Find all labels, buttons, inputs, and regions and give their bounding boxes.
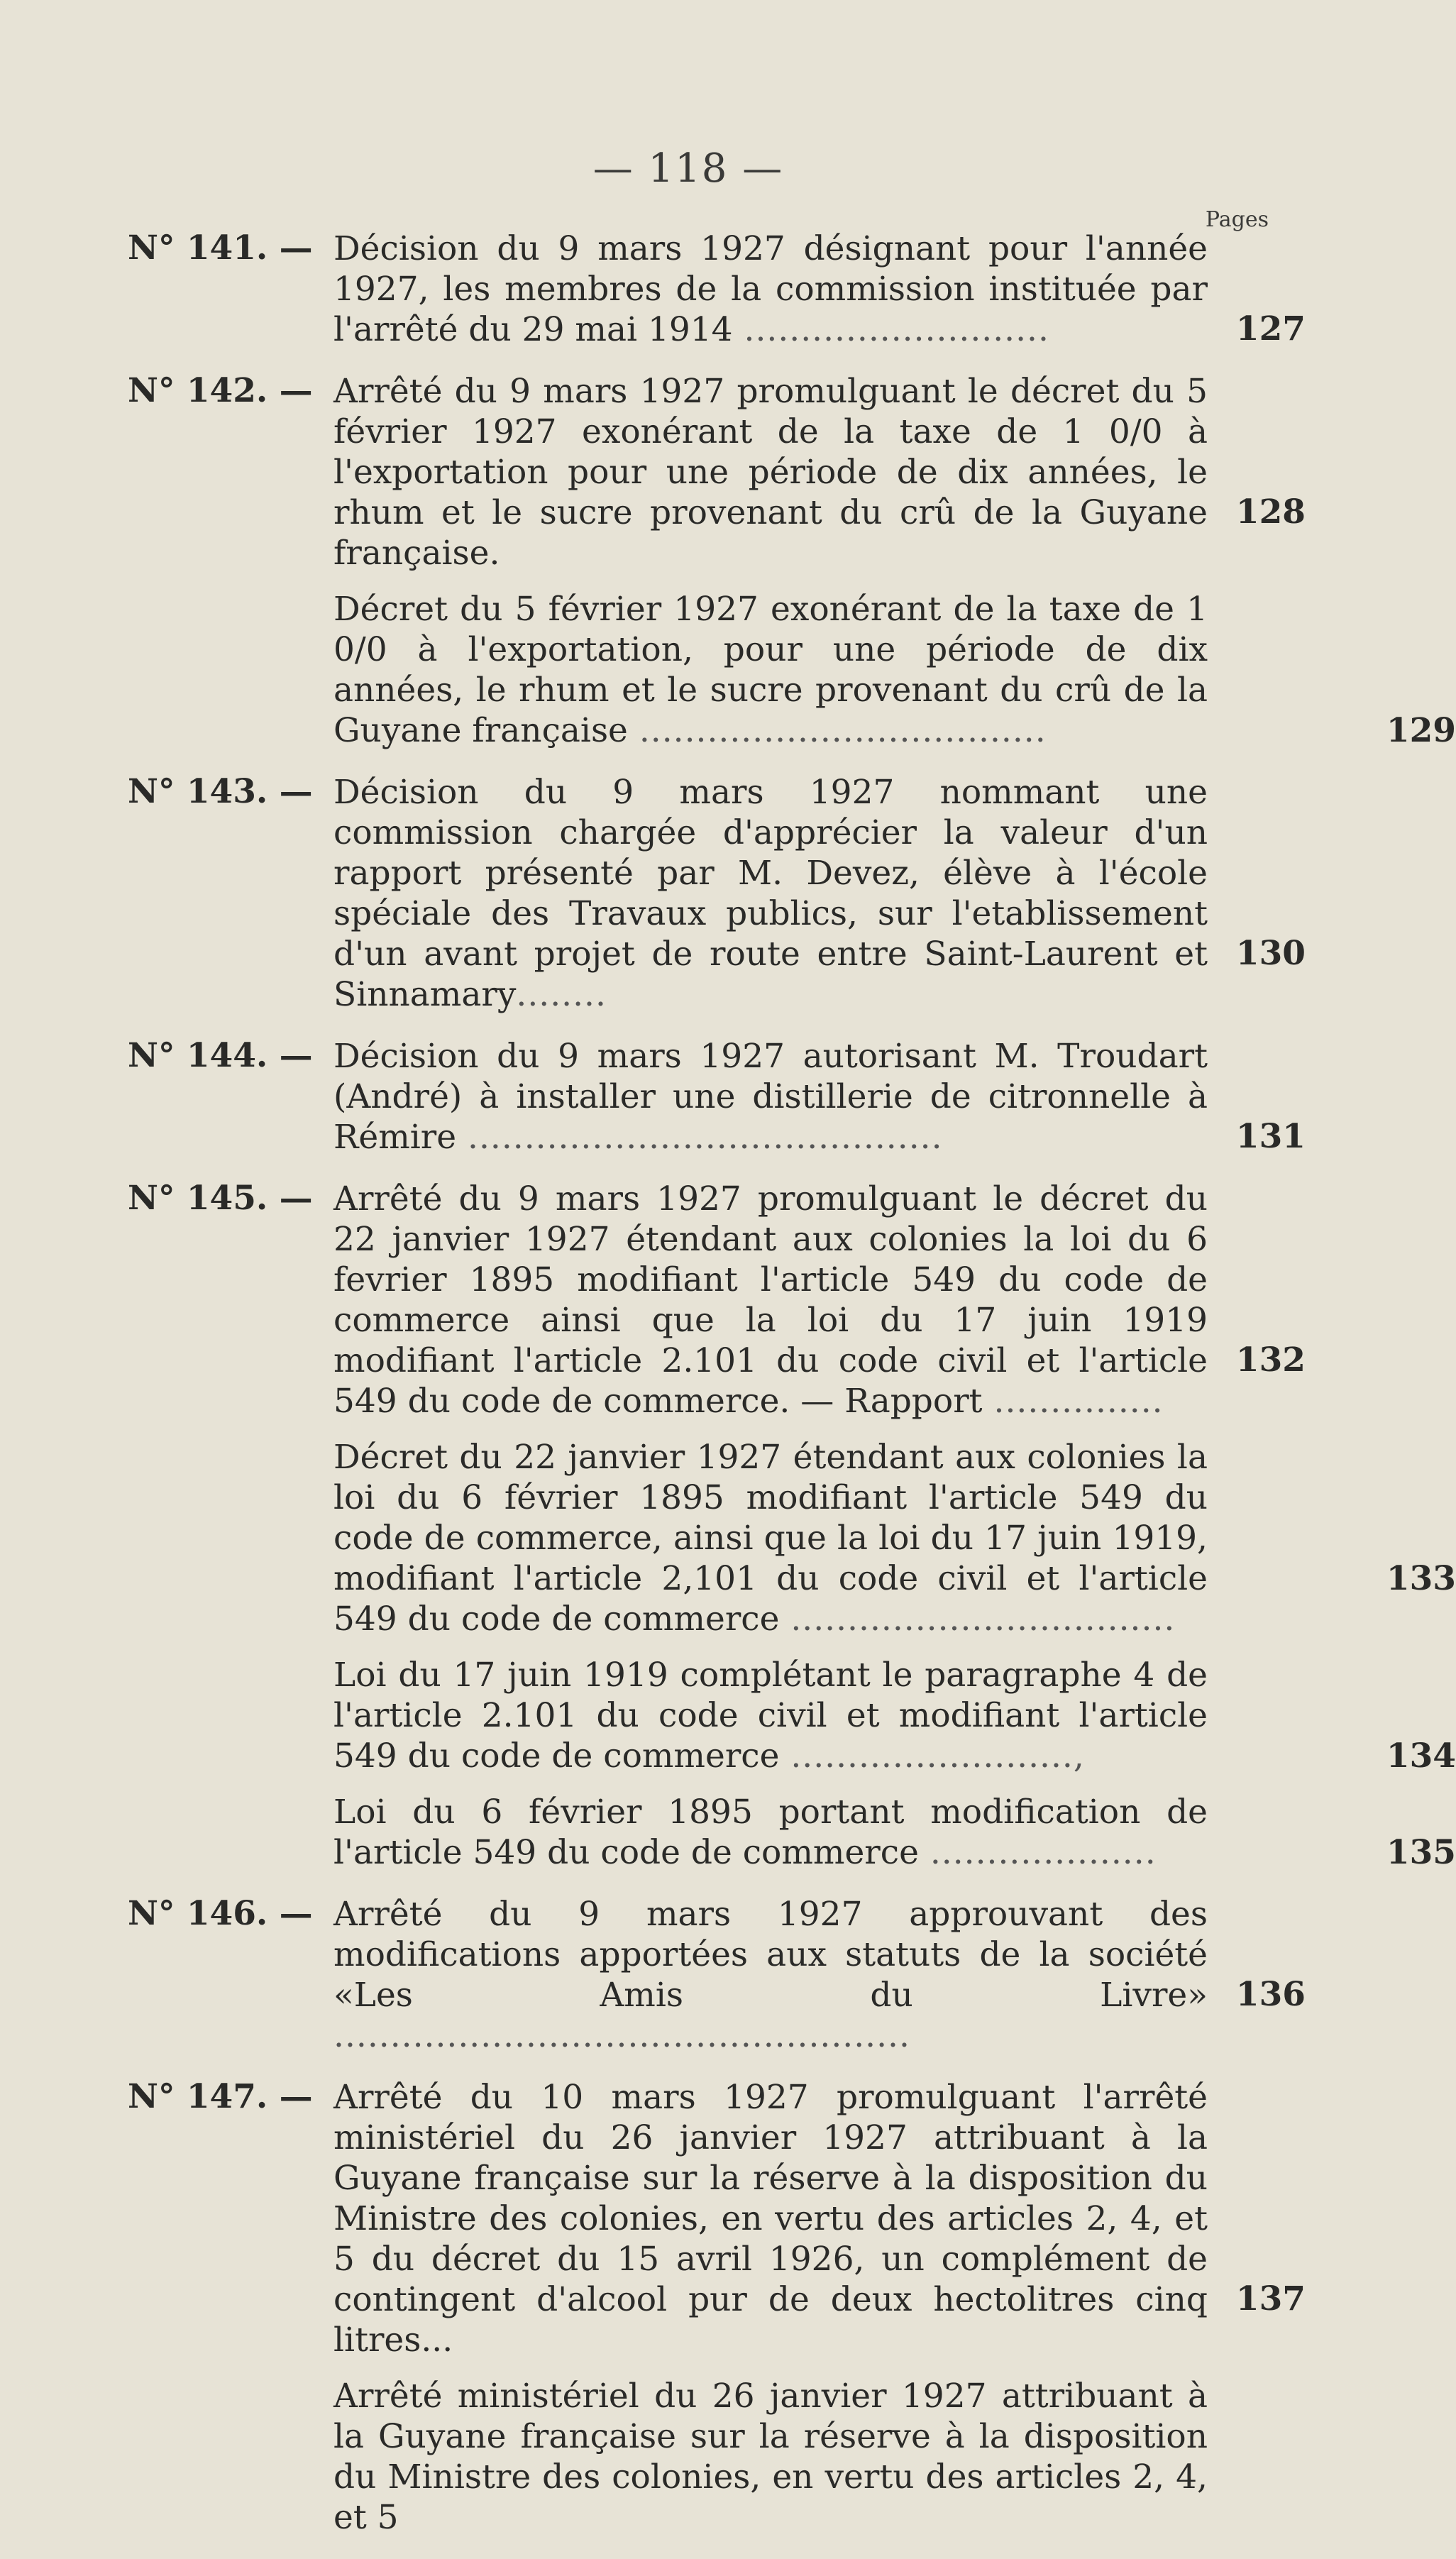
list-item [128,1036,1306,1157]
entry-page: 127 [1235,309,1306,348]
dot-leader: .................................... [627,711,1047,750]
entry-text: Décision du 9 mars 1927 autorisant M. Troudart (André) à installer une distillerie de citronnelle à Rémire .......................................... [333,1037,1208,1157]
dot-leader: ........ [516,975,607,1014]
sub-entry: Décret du 5 février 1927 exonérant de la taxe de 1 0/0 à l'exportation, pour une période de dix années, le rhum et le sucre provenant du crû de la Guyane française .................................... 129 [333,590,1456,750]
list-item [128,1179,1456,1873]
dot-leader: .................................. [779,1600,1176,1639]
sub-entry: Décret du 22 janvier 1927 étendant aux colonies la loi du 6 février 1895 modifiant l'article 549 du code de commerce, ainsi que la loi du 17 juin 1919, modifiant l'article 2,101 du code civil et l'article 549 du code de commerce .................................. 133 [333,1438,1456,1639]
entry-page: 128 [1235,492,1306,532]
dot-leader: ........................., [779,1737,1085,1776]
dot-leader: .................... [918,1833,1157,1872]
entry-page: 133 [1386,1559,1456,1598]
entry-page: 129 [1386,711,1456,750]
entry-text: Arrêté du 10 mars 1927 promulguant l'arrêté ministériel du 26 janvier 1927 attribuant à la Guyane française sur la réserve à la disposition du Ministre des colonies, en vertu des articles 2, 4, et 5 du décret du 15 avril 1926, un complément de contingent d'alcool pur de deux hectolitres cinq litres... [333,2078,1208,2360]
list-item [128,2077,1306,2538]
dot-leader: ............... [982,1382,1164,1421]
list-item [128,371,1456,751]
entry-number: N° 146. — [128,1894,313,1933]
entry-page: 135 [1386,1833,1456,1872]
dot-leader: ................................................... [333,2016,910,2055]
entry-number: N° 144. — [128,1036,313,1075]
pages-column-label: Pages [1205,207,1269,232]
dot-leader: .......................................... [456,1118,943,1157]
sub-entry: Loi du 6 février 1895 portant modification de l'article 549 du code de commerce .................... 135 [333,1793,1456,1872]
list-item [128,1894,1306,2056]
list-item [128,772,1306,1015]
entry-text: Arrêté du 9 mars 1927 approuvant des modifications apportées aux statuts de la société «Les Amis du Livre» ................................................... [333,1895,1208,2055]
list-item [128,229,1306,350]
entry-text: Arrêté du 9 mars 1927 promulguant le décret du 22 janvier 1927 étendant aux colonies la loi du 6 fevrier 1895 modifiant l'article 549 du code de commerce ainsi que la loi du 17 juin 1919 modifiant l'article 2.101 du code civil et l'article 549 du code de commerce. — Rapport ............... [333,1179,1208,1421]
entry-number: N° 145. — [128,1179,313,1218]
page-number: — 118 — [592,145,784,192]
table-of-contents [128,229,1456,2559]
sub-entry: Loi du 17 juin 1919 complétant le paragraphe 4 de l'article 2.101 du code civil et modifiant l'article 549 du code de commerce ........................., 134 [333,1656,1456,1776]
entry-page: 134 [1386,1737,1456,1776]
entry-number: N° 141. — [128,229,313,268]
entry-number: N° 142. — [128,371,313,410]
entry-text: Décision du 9 mars 1927 nommant une commission chargée d'apprécier la valeur d'un rapport présenté par M. Devez, élève à l'école spéciale des Travaux publics, sur l'etablissement d'un avant projet de route entre Saint-Laurent et Sinnamary........ [333,773,1208,1014]
entry-page: 137 [1235,2279,1306,2318]
entry-page: 136 [1235,1975,1306,2014]
sub-entry: Arrêté ministériel du 26 janvier 1927 attribuant à la Guyane française sur la réserve à la disposition du Ministre des colonies, en vertu des articles 2, 4, et 5 [333,2377,1208,2537]
entry-page: 132 [1235,1341,1306,1380]
dot-leader: ........................... [732,310,1049,349]
entry-page: 131 [1235,1117,1306,1156]
entry-text: Arrêté du 9 mars 1927 promulguant le décret du 5 février 1927 exonérant de la taxe de 1 0/0 à l'exportation pour une période de dix années, le rhum et le sucre provenant du crû de la Guyane française. [333,372,1208,573]
entry-text: Décision du 9 mars 1927 désignant pour l'année 1927, les membres de la commission instituée par l'arrêté du 29 mai 1914 ........................... [333,229,1208,349]
entry-number: N° 143. — [128,772,313,811]
entry-page: 130 [1235,934,1306,973]
entry-number: N° 147. — [128,2077,313,2116]
